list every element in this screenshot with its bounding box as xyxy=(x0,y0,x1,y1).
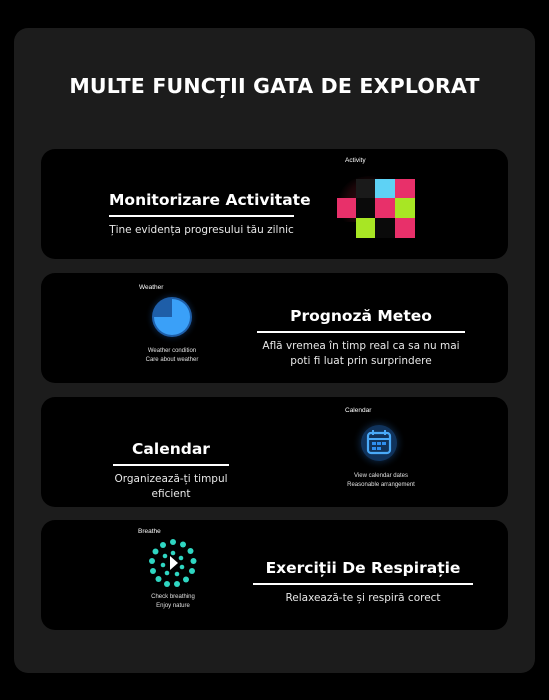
card-description: Ține evidența progresului tău zilnic xyxy=(109,223,294,236)
title-underline xyxy=(253,583,473,585)
card-text xyxy=(253,559,473,606)
watch-sub-text: Check breathing Enjoy nature xyxy=(151,594,195,609)
card-text xyxy=(113,440,229,502)
card-description: Organizează-ți timpul eficient xyxy=(114,472,228,500)
card-text xyxy=(109,191,311,238)
card-title: Prognoză Meteo xyxy=(290,307,432,325)
watch-screen-label: Activity xyxy=(345,157,366,164)
calendar-icon xyxy=(352,416,406,470)
watch-screen-label: Calendar xyxy=(345,407,372,414)
page-title: MULTE FUNCȚII GATA DE EXPLORAT xyxy=(69,74,480,98)
feature-card-breathe xyxy=(41,520,508,630)
card-title: Exerciții De Respirație xyxy=(265,559,461,577)
feature-card-calendar xyxy=(41,397,508,507)
watch-sub-text: Weather condition Care about weather xyxy=(145,348,199,363)
title-underline xyxy=(113,464,229,466)
watch-screen-label: Breathe xyxy=(138,528,161,535)
breathe-dots-icon xyxy=(145,536,201,592)
feature-card-weather xyxy=(41,273,508,383)
card-title: Monitorizare Activitate xyxy=(109,191,311,209)
watch-sub-text: View calendar dates Reasonable arrangement xyxy=(347,473,415,488)
feature-card-activity xyxy=(41,149,508,259)
activity-rings-icon xyxy=(333,176,417,240)
title-underline xyxy=(109,215,294,217)
card-description: Relaxează-te și respiră corect xyxy=(285,591,441,604)
card-text xyxy=(257,307,465,369)
title-underline xyxy=(257,331,465,333)
watch-screen-label: Weather xyxy=(139,284,164,291)
card-title: Calendar xyxy=(132,440,210,458)
card-description: Află vremea în timp real ca sa nu mai poti fi luat prin surprindere xyxy=(262,339,460,367)
weather-pie-icon xyxy=(145,290,199,344)
